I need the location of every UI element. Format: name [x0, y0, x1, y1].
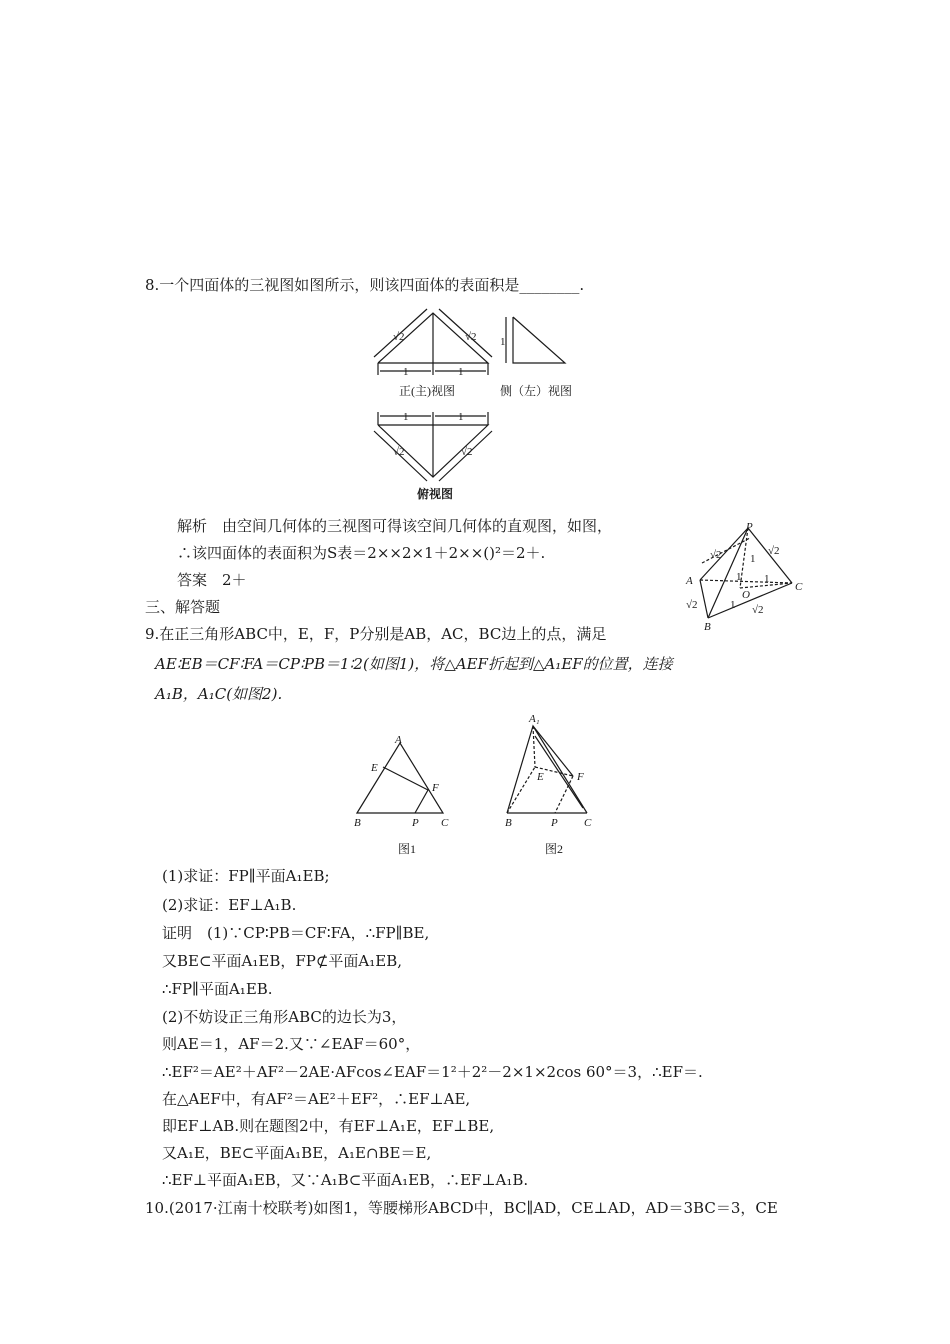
label-B: B	[704, 621, 711, 633]
proof-line: ∴EF⊥平面A₁EB，又∵A₁B⊂平面A₁EB，∴EF⊥A₁B.	[162, 1171, 529, 1189]
q8-answer: 答案 2＋	[177, 571, 247, 589]
proof-line: ∴FP∥平面A₁EB.	[162, 980, 273, 998]
q9-part2: (2)求证：EF⊥A₁B.	[162, 896, 297, 914]
label-O: O	[742, 589, 750, 601]
side-view-caption: 侧（左）视图	[500, 384, 573, 398]
label-sqrt2-PC: √2	[768, 545, 780, 557]
side-view	[506, 317, 565, 363]
proof-line: 即EF⊥AB.则在题图2中，有EF⊥A₁E，EF⊥BE,	[162, 1117, 495, 1135]
q9-stem-1: 9.在正三角形ABC中，E，F，P分别是AB，AC，BC边上的点，满足	[145, 625, 607, 643]
label-P: P	[746, 521, 753, 533]
q9-part1: (1)求证：FP∥平面A₁EB;	[162, 867, 330, 885]
fig2-label-C: C	[584, 817, 592, 829]
top-dim-one-left: 1	[403, 411, 409, 423]
fig2-label-E: E	[537, 771, 544, 783]
front-dim-one-right: 1	[458, 366, 464, 378]
figure-1	[345, 735, 460, 860]
proof-line: 在△AEF中，有AF²＝AE²＋EF²，∴EF⊥AE,	[162, 1090, 471, 1108]
three-view-figure	[365, 305, 585, 505]
section-title: 三、解答题	[145, 598, 221, 616]
fig2-caption: 图2	[545, 842, 564, 856]
proof-line: 则AE＝1，AF＝2.又∵∠EAF＝60°，	[162, 1035, 421, 1053]
label-C: C	[795, 581, 803, 593]
fig1-label-C: C	[441, 817, 449, 829]
tetrahedron-figure	[680, 518, 810, 633]
q8-analysis-1: 解析 由空间几何体的三视图可得该空间几何体的直观图，如图，	[177, 517, 613, 535]
q9-stem-2: AE∶EB＝CF∶FA＝CP∶PB＝1∶2(如图1)，将△AEF折起到△A₁EF的位置，连接	[155, 655, 673, 673]
proof-line: 证明 (1)∵CP∶PB＝CF∶FA，∴FP∥BE,	[162, 924, 430, 942]
label-sqrt2-PA: √2	[710, 549, 722, 561]
proof-line: 又BE⊂平面A₁EB，FP⊄平面A₁EB,	[162, 952, 403, 970]
figure-2	[495, 712, 610, 860]
q10-stem: 10.(2017·江南十校联考)如图1，等腰梯形ABCD中，BC∥AD，CE⊥AD，AD＝3BC＝3，CE	[145, 1199, 778, 1217]
fig2-label-A1: A₁	[529, 713, 540, 725]
fig1-label-E: E	[371, 762, 378, 774]
q9-stem-3: A₁B，A₁C(如图2).	[155, 685, 283, 703]
q8-stem: 8.一个四面体的三视图如图所示，则该四面体的表面积是________.	[145, 276, 585, 294]
fig1-caption: 图1	[398, 842, 417, 856]
fig2-label-P: P	[551, 817, 558, 829]
fig1-label-P: P	[412, 817, 419, 829]
front-sqrt2-right: √2	[465, 331, 477, 343]
label-one-a: 1	[736, 571, 742, 583]
fig1-label-A: A	[395, 735, 402, 746]
front-sqrt2-left: √2	[393, 331, 405, 343]
proof-line: ∴EF²＝AE²＋AF²－2AE·AFcos∠EAF＝1²＋2²－2×1×2cos 60°＝3，∴EF＝.	[162, 1063, 703, 1081]
label-one-d: 1	[730, 599, 736, 611]
proof-line: 又A₁E，BE⊂平面A₁BE，A₁E∩BE＝E,	[162, 1144, 432, 1162]
side-dim-one: 1	[500, 336, 506, 348]
fig2-label-B: B	[505, 817, 512, 829]
front-dim-one-left: 1	[403, 366, 409, 378]
label-sqrt2-AB: √2	[686, 599, 698, 611]
label-A: A	[686, 575, 693, 587]
top-dim-one-right: 1	[458, 411, 464, 423]
front-view-caption: 正(主)视图	[399, 384, 455, 398]
fig2-label-F: F	[577, 771, 584, 783]
top-sqrt2-left: √2	[393, 446, 405, 458]
fig1-label-B: B	[354, 817, 361, 829]
fig1-label-F: F	[432, 782, 439, 794]
top-sqrt2-right: √2	[461, 446, 473, 458]
label-sqrt2-BC: √2	[752, 604, 764, 616]
proof-line: (2)不妨设正三角形ABC的边长为3，	[162, 1008, 407, 1026]
top-view	[374, 412, 492, 481]
label-one-c: 1	[750, 553, 756, 565]
q8-analysis-2: ∴该四面体的表面积为S表＝2××2×1＋2××()²＝2＋.	[177, 544, 546, 562]
label-one-b: 1	[764, 573, 770, 585]
top-view-caption: 俯视图	[417, 487, 454, 501]
